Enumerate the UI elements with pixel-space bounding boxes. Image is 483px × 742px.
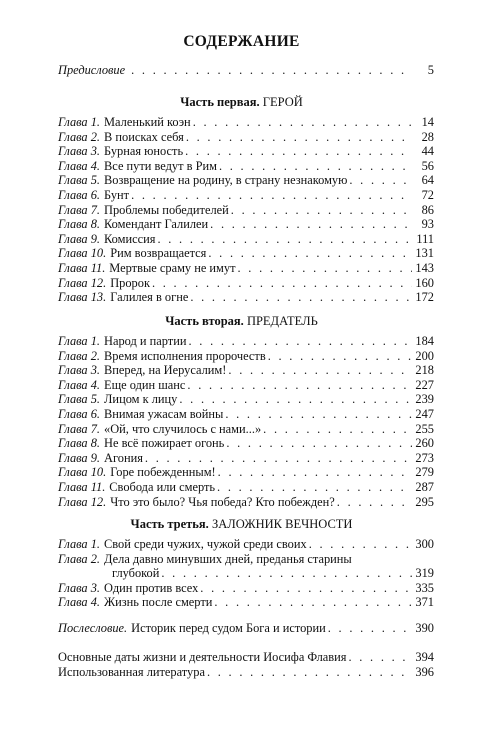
chapter-label: Глава 4. [58,158,101,173]
chapter-row [58,173,434,188]
part-label: Часть третья. [130,517,209,531]
page-number: 247 [415,406,434,421]
page-number: 5 [427,63,434,77]
toc-row [58,63,434,78]
page-number: 394 [415,650,434,664]
chapter-label: Глава 2. [58,348,101,363]
dot-leader [219,159,412,174]
chapter-label: Глава 4. [58,595,101,610]
chapter-row [58,581,434,596]
chapter-title: Свой среди чужих, чужой среди своих [104,537,307,551]
chapter-row [58,217,434,232]
chapter-title: Рим возвращается [110,246,207,261]
chapter-label: Глава 2. [58,129,101,144]
page-number: 287 [415,479,434,494]
chapter-title: Бурная юность [104,144,184,159]
preface-label: Предисловие [58,63,126,77]
dot-leader [348,650,412,665]
page-number: 239 [415,392,434,407]
dot-leader [225,407,412,422]
chapter-row [58,363,434,378]
chapter-title: Не всё пожирает огонь [104,436,225,451]
chapter-label: Глава 3. [58,580,101,595]
part-name: ГЕРОЙ [262,95,303,109]
chapter-title: Горе побежденным! [110,465,216,480]
part-label: Часть первая. [180,95,260,109]
page-number: 56 [421,158,434,173]
afterword-title: Историк перед судом Бога и истории [131,621,326,635]
chapter-title: Комендант Галилеи [104,217,209,232]
chapter-title: Мертвые сраму не имут [109,260,236,275]
page-number: 64 [421,173,434,188]
dot-leader [263,422,412,437]
chapter-row [58,537,434,552]
part-name: ЗАЛОЖНИК ВЕЧНОСТИ [211,517,353,531]
chapter-label: Глава 8. [58,436,101,451]
afterword-label: Послесловие. [58,621,128,635]
chapter-label: Глава 6. [58,406,101,421]
chapter-label: Глава 10. [58,246,107,261]
chapter-row [58,232,434,247]
dot-leader [179,392,412,407]
toc-title: СОДЕРЖАНИЕ [183,33,300,50]
chapter-label: Глава 8. [58,217,101,232]
page-number: 295 [415,494,434,509]
part-heading [0,314,483,329]
dot-leader [185,144,412,159]
page-number: 319 [415,566,434,581]
dot-leader [328,621,412,636]
chapter-title: Что это было? Чья победа? Кто побежден? [110,494,335,509]
page-number: 255 [415,421,434,436]
chapter-row [58,465,434,480]
page-number: 260 [415,436,434,451]
chapter-title: Пророк [110,275,150,290]
dot-leader [214,595,412,610]
chapter-label: Глава 10. [58,465,107,480]
chapter-title-cont: глубокой [112,566,160,581]
chapter-label: Глава 6. [58,187,101,202]
extras-entries [58,650,434,679]
part-label: Часть вторая. [165,314,244,328]
chapter-label: Глава 3. [58,144,101,159]
page-number: 28 [421,129,434,144]
dot-leader [193,115,412,130]
chapter-row [58,246,434,261]
extra-title: Основные даты жизни и деятельности Иосифа Флавия [58,650,347,664]
dot-leader [131,63,412,78]
dot-leader [200,581,412,596]
page-number: 143 [415,260,434,275]
page-number: 111 [416,231,434,246]
dot-leader [309,537,412,552]
dot-leader [337,495,412,510]
chapter-row-continuation [58,566,434,581]
chapter-label: Глава 12. [58,275,107,290]
toc-row [58,621,434,636]
page-number: 184 [415,334,434,348]
page-number: 86 [421,202,434,217]
part-2-chapters [58,334,434,509]
page-number: 273 [415,450,434,465]
chapter-title: Жизнь после смерти [104,595,213,610]
dot-leader [131,188,412,203]
chapter-title: Возвращение на родину, в страну незнакомую [104,173,348,188]
chapter-row [58,276,434,291]
chapter-row [58,407,434,422]
extra-title: Использованная литература [58,664,205,679]
chapter-row [58,188,434,203]
part-3-chapters [58,537,434,610]
preface-entry [58,63,434,78]
chapter-label: Глава 1. [58,334,101,348]
chapter-title: Маленький коэн [104,115,191,129]
page-number: 371 [415,595,434,610]
chapter-row [58,552,434,567]
dot-leader [349,173,412,188]
chapter-title: Агония [104,450,143,465]
chapter-row [58,203,434,218]
chapter-label: Глава 3. [58,363,101,378]
page-number: 44 [421,144,434,159]
chapter-label: Глава 5. [58,173,101,188]
chapter-row [58,378,434,393]
chapter-row [58,422,434,437]
dot-leader [226,436,412,451]
chapter-label: Глава 13. [58,290,107,305]
chapter-title: Еще один шанс [104,377,186,392]
dot-leader [217,480,412,495]
dot-leader [152,276,412,291]
dot-leader [238,261,412,276]
part-name: ПРЕДАТЕЛЬ [246,314,318,328]
afterword-entry [58,621,434,636]
page-number: 14 [421,115,434,129]
chapter-title: Время исполнения пророчеств [104,348,266,363]
chapter-title: Комиссия [104,231,156,246]
dot-leader [207,665,412,680]
chapter-label: Глава 2. [58,551,101,566]
chapter-row [58,480,434,495]
dot-leader [218,465,412,480]
chapter-title: «Ой, что случилось с нами...» [104,421,262,436]
chapter-row [58,495,434,510]
chapter-row [58,290,434,305]
chapter-label: Глава 11. [58,479,106,494]
chapter-row [58,159,434,174]
chapter-row [58,261,434,276]
page-number: 279 [415,465,434,480]
dot-leader [228,363,412,378]
chapter-label: Глава 1. [58,537,101,551]
chapter-title: Все пути ведут в Рим [104,158,217,173]
part-heading [0,517,483,532]
chapter-row [58,144,434,159]
chapter-row [58,334,434,349]
page-number: 227 [415,377,434,392]
chapter-title: Проблемы победителей [104,202,229,217]
chapter-title: Галилея в огне [110,290,189,305]
chapter-title: Вперед, на Иерусалим! [104,363,227,378]
chapter-label: Глава 12. [58,494,107,509]
chapter-label: Глава 1. [58,115,101,129]
page-number: 172 [415,290,434,305]
dot-leader [231,203,412,218]
page-number: 335 [415,580,434,595]
dot-leader [145,451,412,466]
chapter-row [58,392,434,407]
page-number: 218 [415,363,434,378]
chapter-row [58,130,434,145]
page-number: 200 [415,348,434,363]
page-number: 93 [421,217,434,232]
page-number: 160 [415,275,434,290]
page-number: 300 [415,537,434,551]
page-number: 390 [415,621,434,635]
dot-leader [210,217,412,232]
part-1-chapters [58,115,434,305]
chapter-label: Глава 7. [58,202,101,217]
dot-leader [186,130,412,145]
chapter-row [58,349,434,364]
chapter-title: Внимая ужасам войны [104,406,224,421]
dot-leader [208,246,412,261]
chapter-title: Свобода или смерть [109,479,216,494]
chapter-title: Дела давно минувших дней, преданья старины [104,551,352,566]
chapter-row [58,451,434,466]
dot-leader [187,378,412,393]
toc-row [58,650,434,665]
chapter-row [58,115,434,130]
chapter-label: Глава 11. [58,260,106,275]
part-heading [0,95,483,110]
chapter-label: Глава 7. [58,421,101,436]
dot-leader [157,232,412,247]
chapter-title: Бунт [104,187,130,202]
chapter-label: Глава 9. [58,450,101,465]
dot-leader [268,349,412,364]
chapter-title: Народ и партии [104,334,187,348]
chapter-title: Один против всех [104,580,199,595]
chapter-label: Глава 9. [58,231,101,246]
dot-leader [161,566,412,581]
chapter-row [58,595,434,610]
toc-row [58,665,434,680]
chapter-title: Лицом к лицу [104,392,178,407]
chapter-title: В поисках себя [104,129,184,144]
chapter-label: Глава 5. [58,392,101,407]
dot-leader [188,334,412,349]
page-number: 131 [415,246,434,261]
page-number: 396 [415,664,434,679]
chapter-row [58,436,434,451]
page-number: 72 [421,187,434,202]
chapter-label: Глава 4. [58,377,101,392]
dot-leader [190,290,412,305]
